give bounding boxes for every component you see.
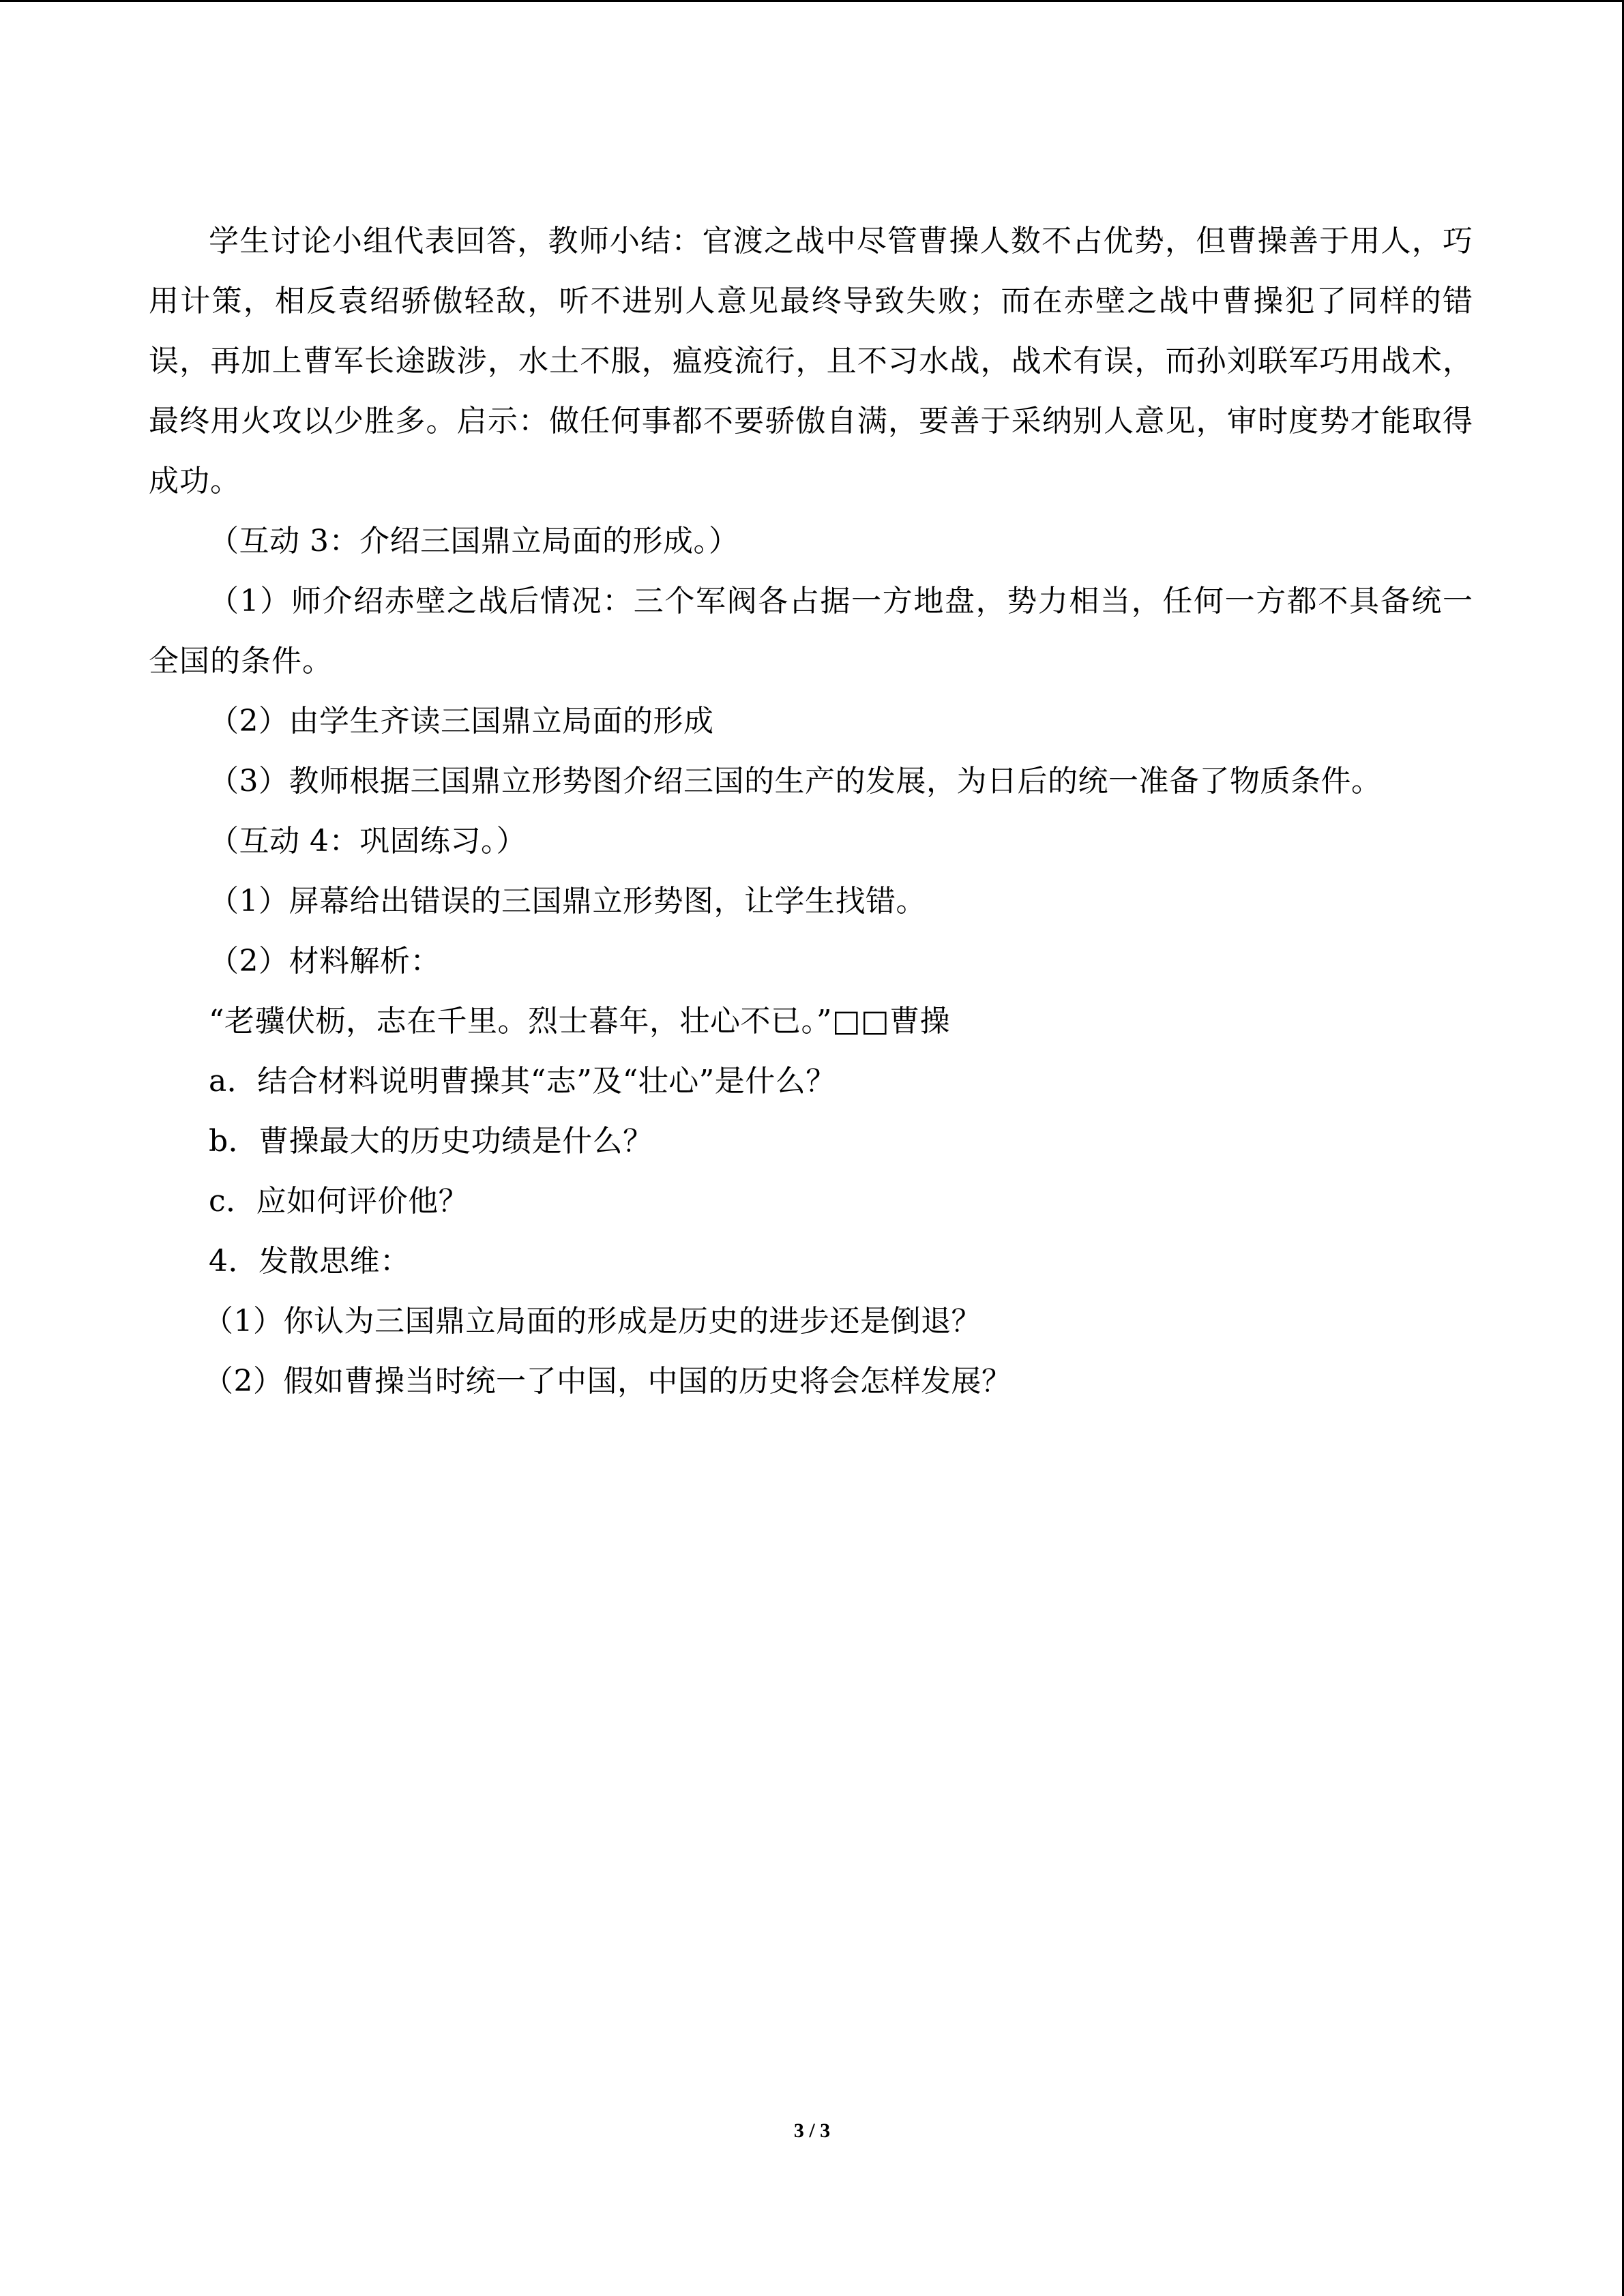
- interaction-3-heading: （互动 3：介绍三国鼎立局面的形成。）: [209, 524, 739, 558]
- discussion-item: （2）假如曹操当时统一了中国，中国的历史将会怎样发展？: [203, 1364, 1012, 1399]
- question-item: a．结合材料说明曹操其“志”及“壮心”是什么？: [209, 1064, 836, 1099]
- section-heading: 4．发散思维：: [209, 1244, 411, 1279]
- question-item: b．曹操最大的历史功绩是什么？: [209, 1124, 653, 1159]
- page-number: 3 / 3: [793, 2119, 831, 2142]
- interaction-4-heading: （互动 4：巩固练习。）: [209, 824, 527, 859]
- list-item: （1）师介绍赤壁之战后情况：三个军阀各占据一方地盘，势力相当，任何一方都不具备统一全国的条件。: [149, 584, 1473, 679]
- list-item: （2）由学生齐读三国鼎立局面的形成: [209, 704, 714, 739]
- quotation: “老骥伏枥，志在千里。烈士暮年，壮心不已。”□□曹操: [209, 1004, 951, 1039]
- question-item: c．应如何评价他？: [209, 1184, 469, 1219]
- list-item: （1）屏幕给出错误的三国鼎立形势图，让学生找错。: [209, 884, 926, 919]
- summary-paragraph: 学生讨论小组代表回答，教师小结：官渡之战中尽管曹操人数不占优势，但曹操善于用人，巧用计策，相反袁绍骄傲轻敌，听不进别人意见最终导致失败；而在赤壁之战中曹操犯了同样的错误，再加上曹军长途跋涉，水土不服，瘟疫流行，且不习水战，战术有误，而孙刘联军巧用战术，最终用火攻以少胜多。启示：做任何事都不要骄傲自满，要善于采纳别人意见，审时度势才能取得成功。: [149, 224, 1473, 498]
- list-item: （2）材料解析：: [209, 944, 441, 979]
- page-border-top: [0, 0, 1624, 2]
- list-item: （3）教师根据三国鼎立形势图介绍三国的生产的发展，为日后的统一准备了物质条件。: [209, 764, 1382, 799]
- document-body: [149, 211, 1473, 1412]
- discussion-item: （1）你认为三国鼎立局面的形成是历史的进步还是倒退？: [203, 1304, 981, 1339]
